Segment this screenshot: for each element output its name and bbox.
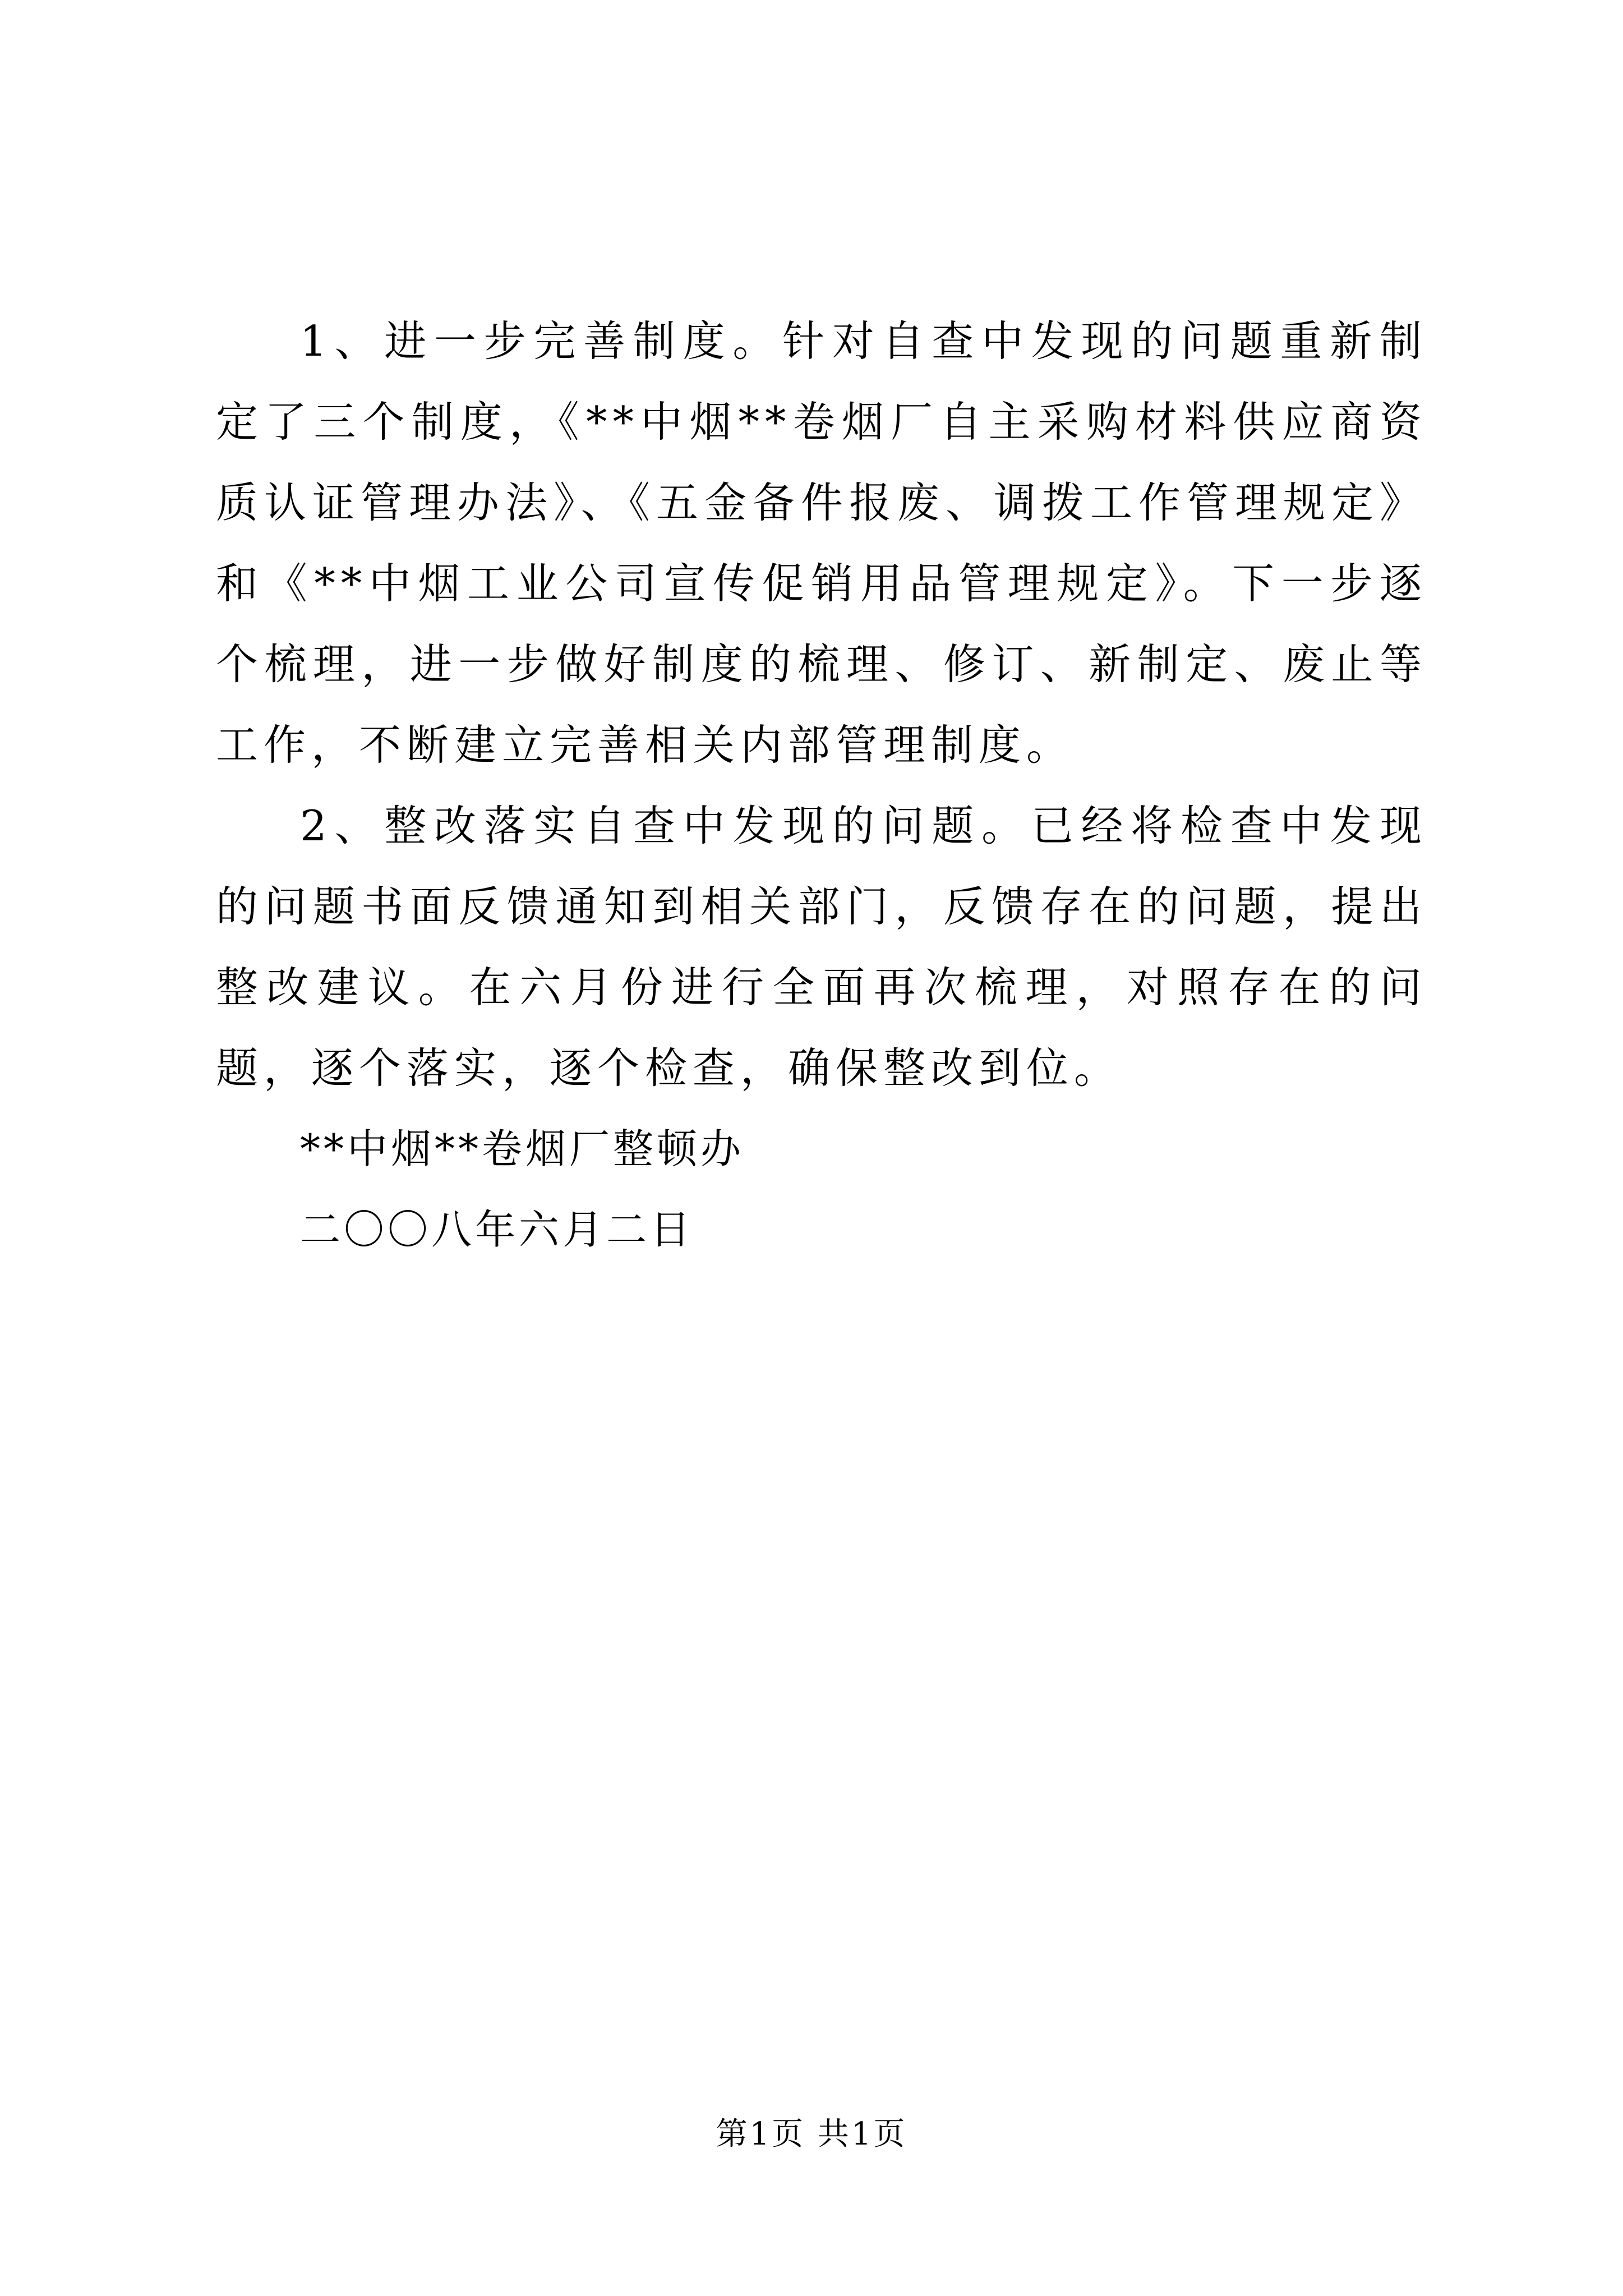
signature-organization: **中烟**卷烟厂整顿办 — [300, 1125, 745, 1172]
paragraph-1: 1、进一步完善制度。针对自查中发现的问题重新制定了三个制度，《**中烟**卷烟厂自主采购材料供应商资质认证管理办法》、《五金备件报废、调拨工作管理规定》和《**中烟工业公司宣传促销用品管理规定》。下一步逐个梳理，进一步做好制度的梳理、修订、新制定、废止等工作，不断建立完善相关内部管理制度。 — [216, 316, 1427, 770]
paragraph-2: 2、整改落实自查中发现的问题。已经将检查中发现的问题书面反馈通知到相关部门，反馈存在的问题，提出整改建议。在六月份进行全面再次梳理，对照存在的问题，逐个落实，逐个检查，确保整改到位。 — [216, 801, 1427, 1093]
document-body — [216, 301, 1427, 1270]
signature-date: 二〇〇八年六月二日 — [300, 1206, 694, 1253]
page-footer — [0, 2115, 1623, 2154]
page-number: 第1页 共1页 — [716, 2116, 907, 2152]
